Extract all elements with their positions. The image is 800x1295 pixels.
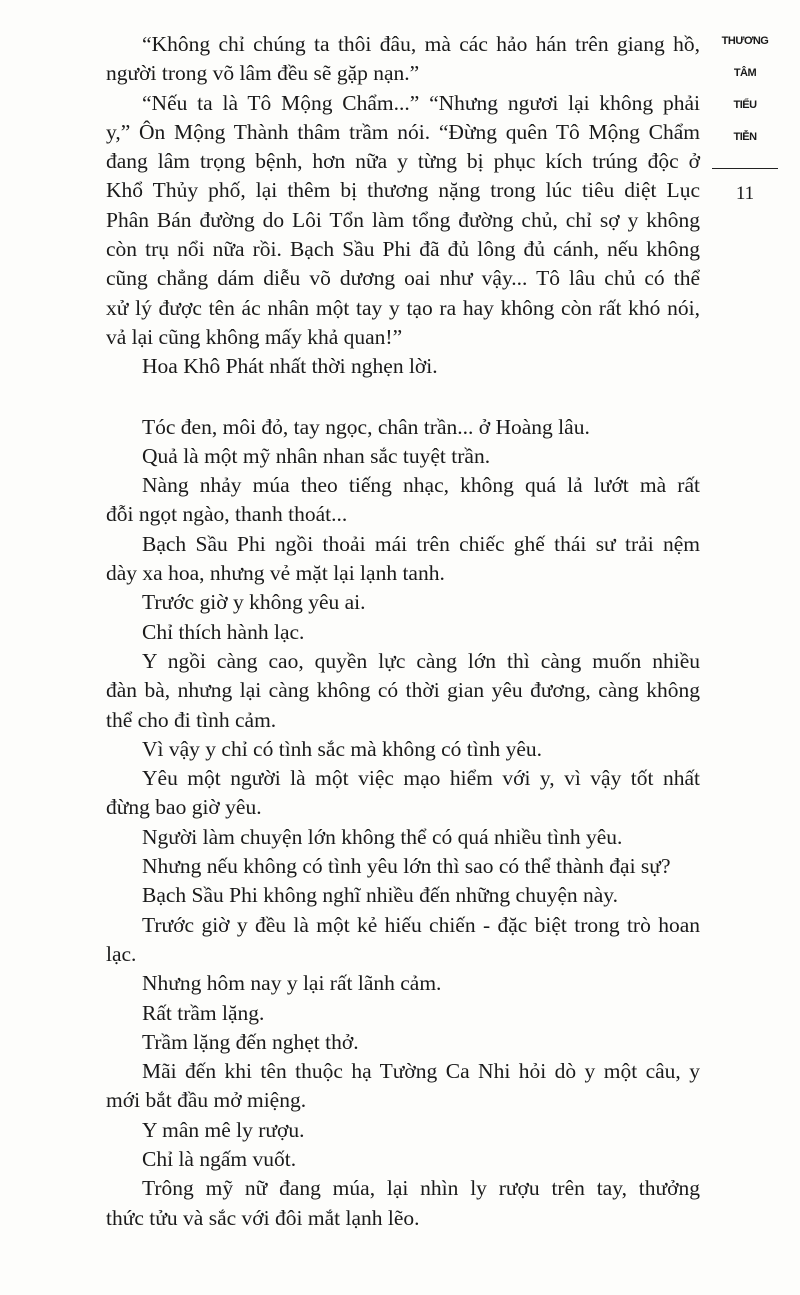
text-line: “Nếu ta là Tô Mộng Chẩm...” “Nhưng ngươi lại không phải xyxy=(142,90,700,115)
text-line: Quả là một mỹ nhân nhan sắc tuyệt trần. xyxy=(142,443,491,468)
text-line: Trước giờ y đều là một kẻ hiếu chiến - đặc biệt trong trò hoan xyxy=(142,912,700,937)
text-line: Tóc đen, môi đỏ, tay ngọc, chân trần... ở Hoàng lâu. xyxy=(142,414,590,439)
header-divider xyxy=(712,168,778,169)
header-word: TIỄN xyxy=(733,131,757,143)
header-word: THƯƠNG xyxy=(721,35,769,47)
text-line: Bạch Sầu Phi ngồi thoải mái trên chiếc ghế thái sư trải nệm xyxy=(142,531,700,556)
text-line: người trong võ lâm đều sẽ gặp nạn.” xyxy=(106,61,420,86)
text-line: đang lâm trọng bệnh, hơn nữa y từng bị phục kích trúng độc ở xyxy=(106,149,700,174)
header-word: TÂM xyxy=(733,67,757,79)
text-line: còn trụ nổi nữa rồi. Bạch Sầu Phi đã đủ lông đủ cánh, nếu không xyxy=(106,237,700,262)
text-line: thể cho đi tình cảm. xyxy=(106,707,277,732)
text-line: Bạch Sầu Phi không nghĩ nhiều đến những chuyện này. xyxy=(142,883,619,908)
text-line: Vì vậy y chỉ có tình sắc mà không có tình yêu. xyxy=(142,736,543,761)
text-line: “Không chỉ chúng ta thôi đâu, mà các hảo hán trên giang hồ, xyxy=(142,32,700,56)
header-word: TIỂU xyxy=(733,99,757,111)
text-line: đàn bà, nhưng lại càng không có thời gian yêu đương, càng không xyxy=(106,678,700,703)
page-number: 11 xyxy=(735,183,755,204)
text-line: đừng bao giờ yêu. xyxy=(106,795,262,820)
text-line: Nàng nhảy múa theo tiếng nhạc, không quá lả lướt mà rất xyxy=(142,473,700,498)
text-line: lạc. xyxy=(106,941,137,966)
text-line: Rất trầm lặng. xyxy=(142,1000,265,1025)
body-text xyxy=(106,30,700,1233)
text-line: Y mân mê ly rượu. xyxy=(142,1117,305,1142)
text-line: Nhưng nếu không có tình yêu lớn thì sao có thể thành đại sự? xyxy=(142,854,671,879)
text-line: Khổ Thủy phố, lại thêm bị thương nặng trong lúc tiêu diệt Lục xyxy=(106,178,700,203)
text-line: mới bắt đầu mở miệng. xyxy=(106,1088,307,1113)
text-line: Hoa Khô Phát nhất thời nghẹn lời. xyxy=(142,354,438,379)
text-line: Chỉ là ngấm vuốt. xyxy=(142,1146,297,1171)
text-line: Y ngồi càng cao, quyền lực càng lớn thì càng muốn nhiều xyxy=(142,648,700,673)
text-line: Mãi đến khi tên thuộc hạ Tường Ca Nhi hỏi dò y một câu, y xyxy=(142,1059,700,1084)
text-line: Người làm chuyện lớn không thể có quá nhiều tình yêu. xyxy=(142,824,623,849)
text-line: Phân Bán đường do Lôi Tổn làm tổng đường chủ, chỉ sợ y không xyxy=(106,207,700,232)
text-line: Chỉ thích hành lạc. xyxy=(142,619,305,644)
text-line: Yêu một người là một việc mạo hiểm với y, vì vậy tốt nhất xyxy=(142,766,700,791)
text-line: Trông mỹ nữ đang múa, lại nhìn ly rượu trên tay, thưởng xyxy=(142,1176,700,1201)
text-line: y,” Ôn Mộng Thành thâm trầm nói. “Đừng quên Tô Mộng Chẩm xyxy=(106,119,700,144)
text-line: vả lại cũng không mấy khả quan!” xyxy=(106,324,403,349)
text-line: xử lý được tên ác nhân một tay y tạo ra hay không còn rất khó nói, xyxy=(106,295,700,320)
text-line: Trước giờ y không yêu ai. xyxy=(142,590,366,615)
running-header xyxy=(712,30,778,205)
text-line: đỗi ngọt ngào, thanh thoát... xyxy=(106,502,348,527)
text-line: dày xa hoa, nhưng vẻ mặt lại lạnh tanh. xyxy=(106,561,445,586)
text-line: Nhưng hôm nay y lại rất lãnh cảm. xyxy=(142,971,442,996)
text-line: Trầm lặng đến nghẹt thở. xyxy=(142,1029,359,1054)
section-break xyxy=(106,382,700,413)
text-line: cũng chẳng dám diễu võ dương oai như vậy... Tô lâu chủ có thể xyxy=(106,266,700,291)
text-line: thức tửu và sắc với đôi mắt lạnh lẽo. xyxy=(106,1205,420,1230)
